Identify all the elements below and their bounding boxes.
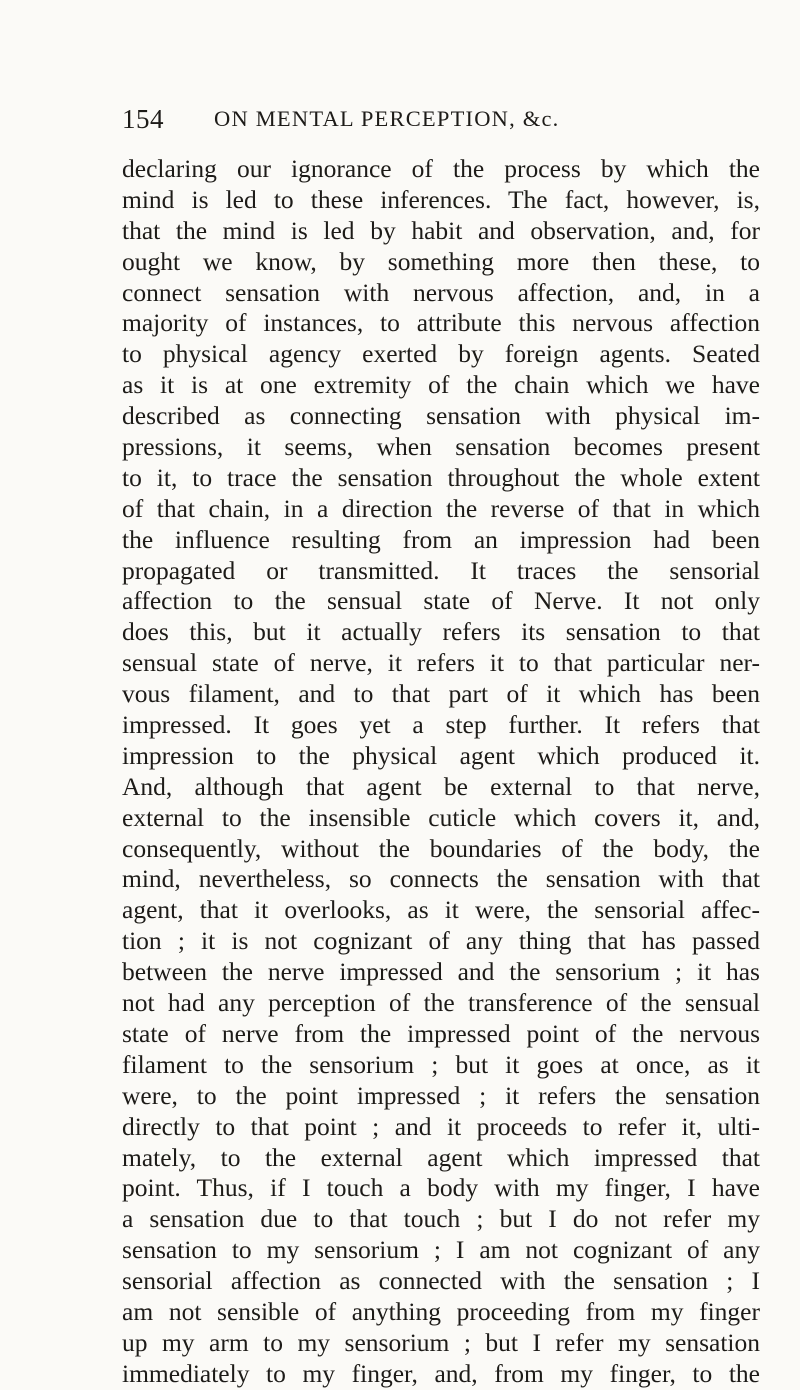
- text-line: mately, to the external agent which impressed that: [122, 1142, 760, 1172]
- text-line: And, although that agent be external to that nerve,: [122, 771, 760, 801]
- text-line: state of nerve from the impressed point of the nervous: [122, 1018, 760, 1048]
- text-line: pressions, it seems, when sensation becomes present: [122, 432, 760, 462]
- running-head-title: ON MENTAL PERCEPTION, &c.: [214, 106, 560, 131]
- text-line: external to the insensible cuticle which covers it, and,: [122, 802, 760, 832]
- text-line: that the mind is led by habit and observation, and, for: [122, 215, 760, 245]
- page-number: 154: [122, 104, 164, 134]
- text-line: as it is at one extremity of the chain which we have: [122, 370, 760, 400]
- text-line: impression to the physical agent which produced it.: [122, 740, 760, 770]
- text-line: a sensation due to that touch ; but I do not refer my: [122, 1204, 760, 1234]
- text-line: connect sensation with nervous affection, and, in a: [122, 277, 760, 307]
- text-line: tion ; it is not cognizant of any thing that has passed: [122, 926, 760, 956]
- text-line: up my arm to my sensorium ; but I refer my sensation: [122, 1327, 760, 1357]
- text-line: the influence resulting from an impression had been: [122, 524, 760, 554]
- text-line: sensorial affection as connected with the sensation ; I: [122, 1266, 760, 1296]
- text-line: mind, nevertheless, so connects the sensation with that: [122, 864, 760, 894]
- text-line: declaring our ignorance of the process by which the: [122, 154, 760, 183]
- text-line: consequently, without the boundaries of the body, the: [122, 833, 760, 863]
- text-line: majority of instances, to attribute this nervous affection: [122, 308, 760, 338]
- text-line: impressed. It goes yet a step further. It refers that: [122, 710, 760, 740]
- text-line: point. Thus, if I touch a body with my finger, I have: [122, 1173, 760, 1203]
- text-line: not had any perception of the transference of the sensual: [122, 988, 760, 1018]
- text-line: immediately to my finger, and, from my finger, to the: [122, 1358, 760, 1388]
- body-text: [122, 154, 760, 1390]
- text-line: of that chain, in a direction the reverse of that in which: [122, 493, 760, 523]
- text-line: were, to the point impressed ; it refers the sensation: [122, 1080, 760, 1110]
- text-line: described as connecting sensation with physical im-: [122, 401, 760, 431]
- text-line: agent, that it overlooks, as it were, the sensorial affec-: [122, 895, 760, 925]
- text-line: sensation to my sensorium ; I am not cognizant of any: [122, 1235, 760, 1265]
- text-line: directly to that point ; and it proceeds to refer it, ulti-: [122, 1111, 760, 1141]
- text-line: does this, but it actually refers its sensation to that: [122, 617, 760, 647]
- text-line: propagated or transmitted. It traces the sensorial: [122, 555, 760, 585]
- text-line: filament to the sensorium ; but it goes at once, as it: [122, 1049, 760, 1079]
- text-line: sensual state of nerve, it refers it to that particular ner-: [122, 648, 760, 678]
- text-line: affection to the sensual state of Nerve. It not only: [122, 586, 760, 616]
- text-line: to it, to trace the sensation throughout the whole extent: [122, 462, 760, 492]
- text-line: vous filament, and to that part of it which has been: [122, 679, 760, 709]
- text-line: between the nerve impressed and the sensorium ; it has: [122, 957, 760, 987]
- text-line: am not sensible of anything proceeding from my finger: [122, 1296, 760, 1326]
- text-line: mind is led to these inferences. The fact, however, is,: [122, 184, 760, 214]
- running-head: [122, 104, 660, 136]
- text-line: to physical agency exerted by foreign agents. Seated: [122, 339, 760, 369]
- text-line: ought we know, by something more then these, to: [122, 246, 760, 276]
